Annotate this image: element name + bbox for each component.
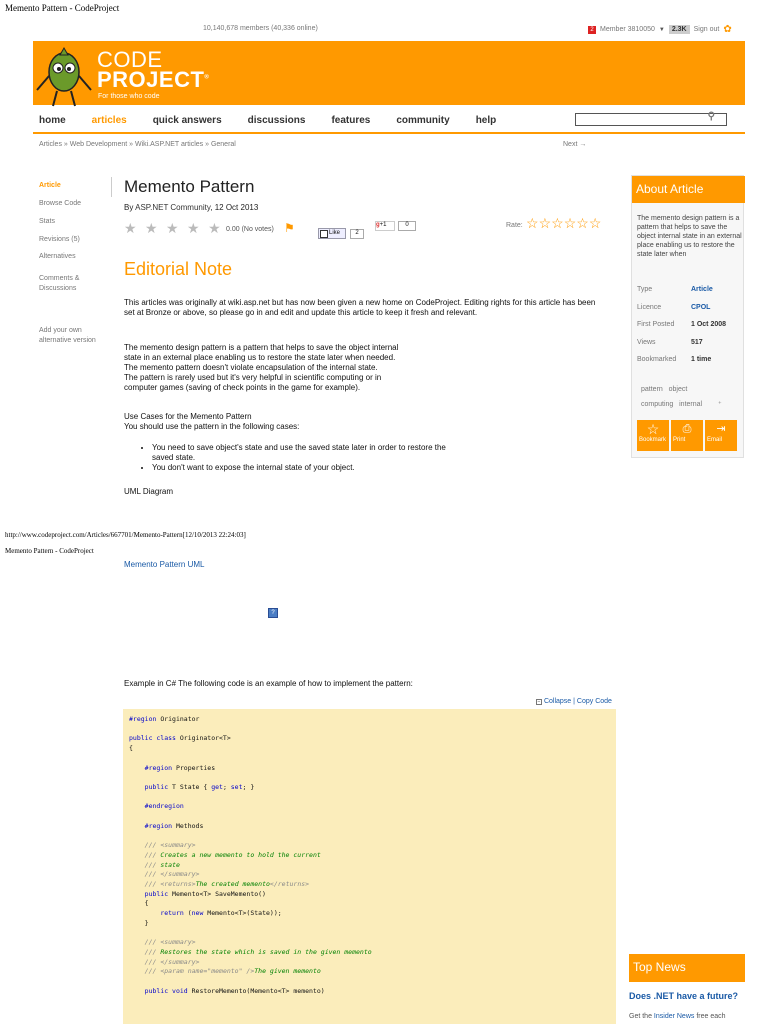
about-bookmarked-label: Bookmarked	[637, 356, 677, 363]
intro-text: The memento design pattern is a pattern that helps to save the object internal state in an external place enabling us to restore the state later when needed. The memento pattern doesn't violate encapsulation of the internal state. The pattern is rarely used but it's very helpful in scientific computing or in computer games (saving of check points in the game for example).	[124, 343, 399, 392]
more-tags-icon[interactable]: ⁺	[718, 401, 722, 408]
nav-articles[interactable]: articles	[91, 114, 127, 126]
main-nav	[33, 108, 745, 134]
star-icon[interactable]: ★	[166, 220, 179, 236]
star-icon[interactable]: ★	[208, 220, 221, 236]
left-menu-article[interactable]: Article	[39, 182, 61, 189]
user-bar	[588, 24, 732, 35]
next-link[interactable]: Next →	[563, 141, 587, 148]
left-menu-comments[interactable]: Comments & Discussions	[39, 275, 80, 292]
editorial-heading: Editorial Note	[124, 259, 233, 279]
about-views-label: Views	[637, 339, 656, 346]
use-cases-intro: You should use the pattern in the following cases:	[124, 422, 300, 431]
tags-line-2[interactable]: computing internal	[641, 401, 703, 408]
left-menu-browse-code[interactable]: Browse Code	[39, 200, 82, 207]
sign-out-link[interactable]: Sign out	[693, 26, 720, 33]
uml-diagram-link[interactable]: Memento Pattern UML	[124, 560, 205, 569]
left-menu-stats[interactable]: Stats	[39, 218, 55, 225]
notification-badge[interactable]: 2	[588, 26, 596, 34]
rate-star-icon[interactable]: ☆	[526, 215, 539, 231]
vote-stars[interactable]	[124, 220, 221, 238]
top-news-heading: Top News	[629, 954, 745, 982]
code-toolbar: − Collapse | Copy Code	[537, 698, 612, 705]
reputation-badge[interactable]: 2.3K	[669, 25, 690, 34]
search-icon[interactable]: ⚲	[707, 111, 715, 122]
nav-discussions[interactable]: discussions	[247, 114, 306, 126]
rate-star-icon[interactable]: ☆	[576, 215, 589, 231]
share-icon: ⇥	[716, 423, 726, 435]
logo-project: PROJECT®	[97, 67, 210, 92]
left-menu-alternatives[interactable]: Alternatives	[39, 253, 76, 260]
about-type-value[interactable]: Article	[691, 286, 713, 293]
collapse-icon[interactable]: −	[537, 699, 541, 705]
star-icon[interactable]: ★	[124, 220, 137, 236]
logo-tagline: For those who code	[98, 93, 160, 100]
google-plus-button[interactable]: g+1	[375, 221, 395, 231]
vote-score: 0.00 (No votes)	[226, 226, 274, 233]
about-views-value: 517	[691, 339, 703, 346]
article-title: Memento Pattern	[124, 177, 255, 196]
rate-stars[interactable]	[526, 215, 601, 233]
rate-star-icon[interactable]: ☆	[563, 215, 577, 231]
breadcrumb[interactable]: Articles » Web Development » Wiki.ASP.NET articles » General	[39, 141, 236, 148]
about-heading: About Article	[632, 176, 745, 203]
editorial-text: This articles was originally at wiki.asp.net but has now been given a new home on CodeProject. Editing rights for this article has been set at Bronze or above, so please go in and edit and update this article to keep it fresh and relevant.	[124, 298, 596, 317]
code-text: #region Originator public class Originator<T> { #region Properties public T State { get; set; } #endregion #region Methods /// <summary> /// Creates a new memento to hold the current /// state /// </summary> /// <returns>The created memento</returns> public Memento<T> SaveMemento() { return (new Memento<T>(State)); } /// <summary> /// Restores the state which is saved in the given memento /// </summary> /// <param name="memento" />The given memento public void RestoreMemento(Memento<T> memento)	[129, 715, 372, 995]
printer-icon: ⎙	[682, 423, 692, 435]
rate-star-icon[interactable]: ☆	[538, 215, 552, 231]
bookmark-button[interactable]: ☆ Bookmark	[637, 420, 669, 451]
nav-quick-answers[interactable]: quick answers	[152, 114, 222, 126]
flag-icon[interactable]: ⚑	[284, 221, 295, 235]
rate-label: Rate:	[506, 222, 523, 229]
like-checkbox-icon	[320, 230, 328, 238]
left-menu-add-alternative[interactable]: Add your own alternative version	[39, 327, 96, 344]
menu-divider	[111, 177, 112, 197]
collapse-link[interactable]: Collapse	[543, 698, 572, 705]
about-licence-label: Licence	[637, 304, 662, 311]
left-menu-revisions[interactable]: Revisions (5)	[39, 236, 80, 243]
search-input[interactable]	[575, 113, 727, 126]
print-button[interactable]: ⎙ Print	[671, 420, 703, 451]
rate-star-icon[interactable]: ☆	[551, 215, 564, 231]
uml-heading: UML Diagram	[124, 487, 174, 496]
nav-community[interactable]: community	[396, 114, 450, 126]
chevron-down-icon[interactable]: ▼	[658, 26, 665, 33]
top-news-teaser: Get the Insider News free each	[629, 1013, 726, 1020]
copy-code-link[interactable]: Copy Code	[576, 698, 612, 705]
member-name[interactable]: Member 3810050	[600, 26, 655, 33]
flower-icon: ✿	[723, 24, 732, 35]
about-type-label: Type	[637, 286, 653, 293]
insider-news-link[interactable]: Insider News	[653, 1013, 695, 1020]
logo-code: CODE	[97, 47, 163, 72]
print-url: http://www.codeproject.com/Articles/667701/Memento-Pattern[12/10/2013 22:24:03]	[5, 531, 246, 539]
broken-image-icon: ?	[268, 608, 278, 618]
example-text: Example in C# The following code is an example of how to implement the pattern:	[124, 679, 413, 688]
site-header	[33, 41, 745, 105]
document-title: Memento Pattern - CodeProject	[5, 3, 120, 13]
nav-features[interactable]: features	[331, 114, 371, 126]
print-title: Memento Pattern - CodeProject	[5, 547, 94, 555]
google-plus-count: 0	[398, 221, 416, 231]
rate-star-icon[interactable]: ☆	[588, 215, 602, 231]
like-count: 2	[350, 229, 364, 239]
author-link[interactable]: ASP.NET Community	[135, 203, 211, 212]
about-description: The memento design pattern is a pattern that helps to save the object internal state in an external place enabling us to restore the state later when	[637, 215, 742, 258]
about-bookmarked-value: 1 time	[691, 356, 712, 363]
nav-help[interactable]: help	[475, 114, 497, 126]
like-button[interactable]: Like	[318, 228, 346, 239]
about-first-posted-label: First Posted	[637, 321, 675, 328]
star-outline-icon: ☆	[646, 421, 660, 437]
about-first-posted-value: 1 Oct 2008	[691, 321, 727, 328]
email-button[interactable]: ⇥ Email	[705, 420, 737, 451]
code-block[interactable]	[123, 709, 616, 1024]
use-cases-heading: Use Cases for the Memento Pattern	[124, 412, 252, 421]
use-cases-list	[124, 443, 464, 473]
top-news-headline[interactable]: Does .NET have a future?	[629, 991, 739, 1001]
member-count: 10,140,678 members (40,336 online)	[203, 25, 318, 32]
star-icon[interactable]: ★	[187, 220, 200, 236]
bob-mascot-icon[interactable]	[35, 46, 93, 108]
star-icon[interactable]: ★	[145, 220, 158, 236]
about-article-panel	[631, 175, 744, 458]
list-item: • You need to save object's state and use the saved state later in order to restore the saved state.	[152, 443, 464, 463]
list-item: • You don't want to expose the internal state of your object.	[152, 463, 464, 473]
nav-home[interactable]: home	[39, 114, 66, 126]
byline: By ASP.NET Community, 12 Oct 2013	[124, 203, 259, 212]
tags-line-1[interactable]: pattern object	[641, 386, 688, 393]
about-licence-value[interactable]: CPOL	[691, 304, 711, 311]
